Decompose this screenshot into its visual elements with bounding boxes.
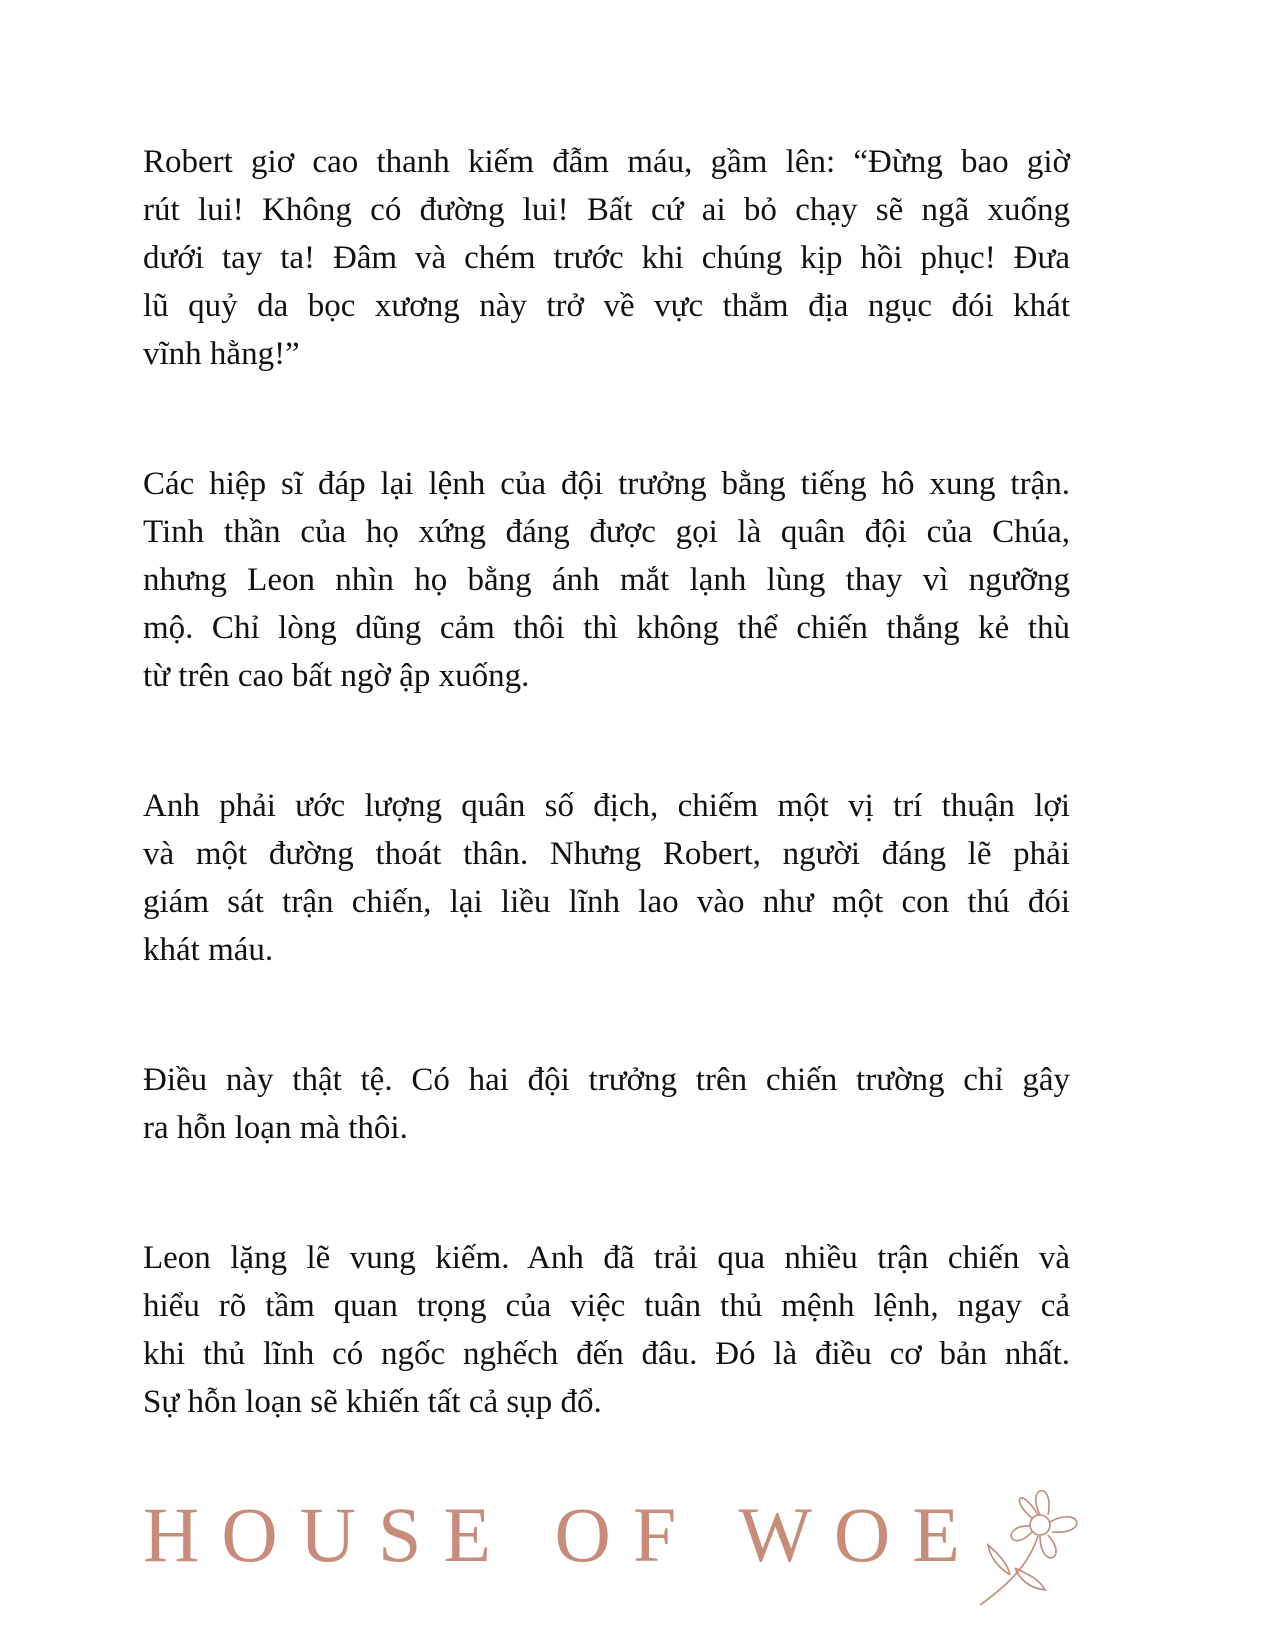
text-line: Anh phải ước lượng quân số địch, chiếm một vị trí thuận lợi (143, 788, 1070, 824)
text-line: mộ. Chỉ lòng dũng cảm thôi thì không thể chiến thắng kẻ thù (143, 610, 1070, 646)
paragraph (143, 460, 1070, 700)
text-line: dưới tay ta! Đâm và chém trước khi chúng kịp hồi phục! Đưa (143, 240, 1070, 276)
paragraph (143, 138, 1070, 378)
text-line: Leon lặng lẽ vung kiếm. Anh đã trải qua nhiều trận chiến và (143, 1240, 1070, 1276)
text-line: từ trên cao bất ngờ ập xuống. (143, 658, 530, 694)
text-line: ra hỗn loạn mà thôi. (143, 1110, 408, 1146)
paragraph (143, 1234, 1070, 1426)
text-line: hiểu rõ tầm quan trọng của việc tuân thủ mệnh lệnh, ngay cả (143, 1288, 1070, 1324)
text-line: Robert giơ cao thanh kiếm đẫm máu, gầm lên: “Đừng bao giờ (143, 144, 1070, 180)
watermark-text: HOUSE OF WOE (143, 1491, 982, 1578)
text-line: giám sát trận chiến, lại liều lĩnh lao vào như một con thú đói (143, 884, 1070, 920)
paragraph (143, 782, 1070, 974)
text-line: rút lui! Không có đường lui! Bất cứ ai bỏ chạy sẽ ngã xuống (143, 192, 1070, 228)
document-body (143, 138, 1070, 1508)
text-line: Các hiệp sĩ đáp lại lệnh của đội trưởng bằng tiếng hô xung trận. (143, 466, 1070, 502)
text-line: vĩnh hằng!” (143, 336, 300, 372)
text-line: Tinh thần của họ xứng đáng được gọi là quân đội của Chúa, (143, 514, 1070, 550)
text-line: khi thủ lĩnh có ngốc nghếch đến đâu. Đó là điều cơ bản nhất. (143, 1336, 1070, 1372)
text-line: khát máu. (143, 932, 274, 968)
text-line: Sự hỗn loạn sẽ khiến tất cả sụp đổ. (143, 1384, 602, 1420)
text-line: lũ quỷ da bọc xương này trở về vực thẳm địa ngục đói khát (143, 288, 1070, 324)
text-line: Điều này thật tệ. Có hai đội trưởng trên chiến trường chỉ gây (143, 1062, 1070, 1098)
text-line: nhưng Leon nhìn họ bằng ánh mắt lạnh lùng thay vì ngưỡng (143, 562, 1070, 598)
paragraph (143, 1056, 1070, 1152)
text-line: và một đường thoát thân. Nhưng Robert, người đáng lẽ phải (143, 836, 1070, 872)
